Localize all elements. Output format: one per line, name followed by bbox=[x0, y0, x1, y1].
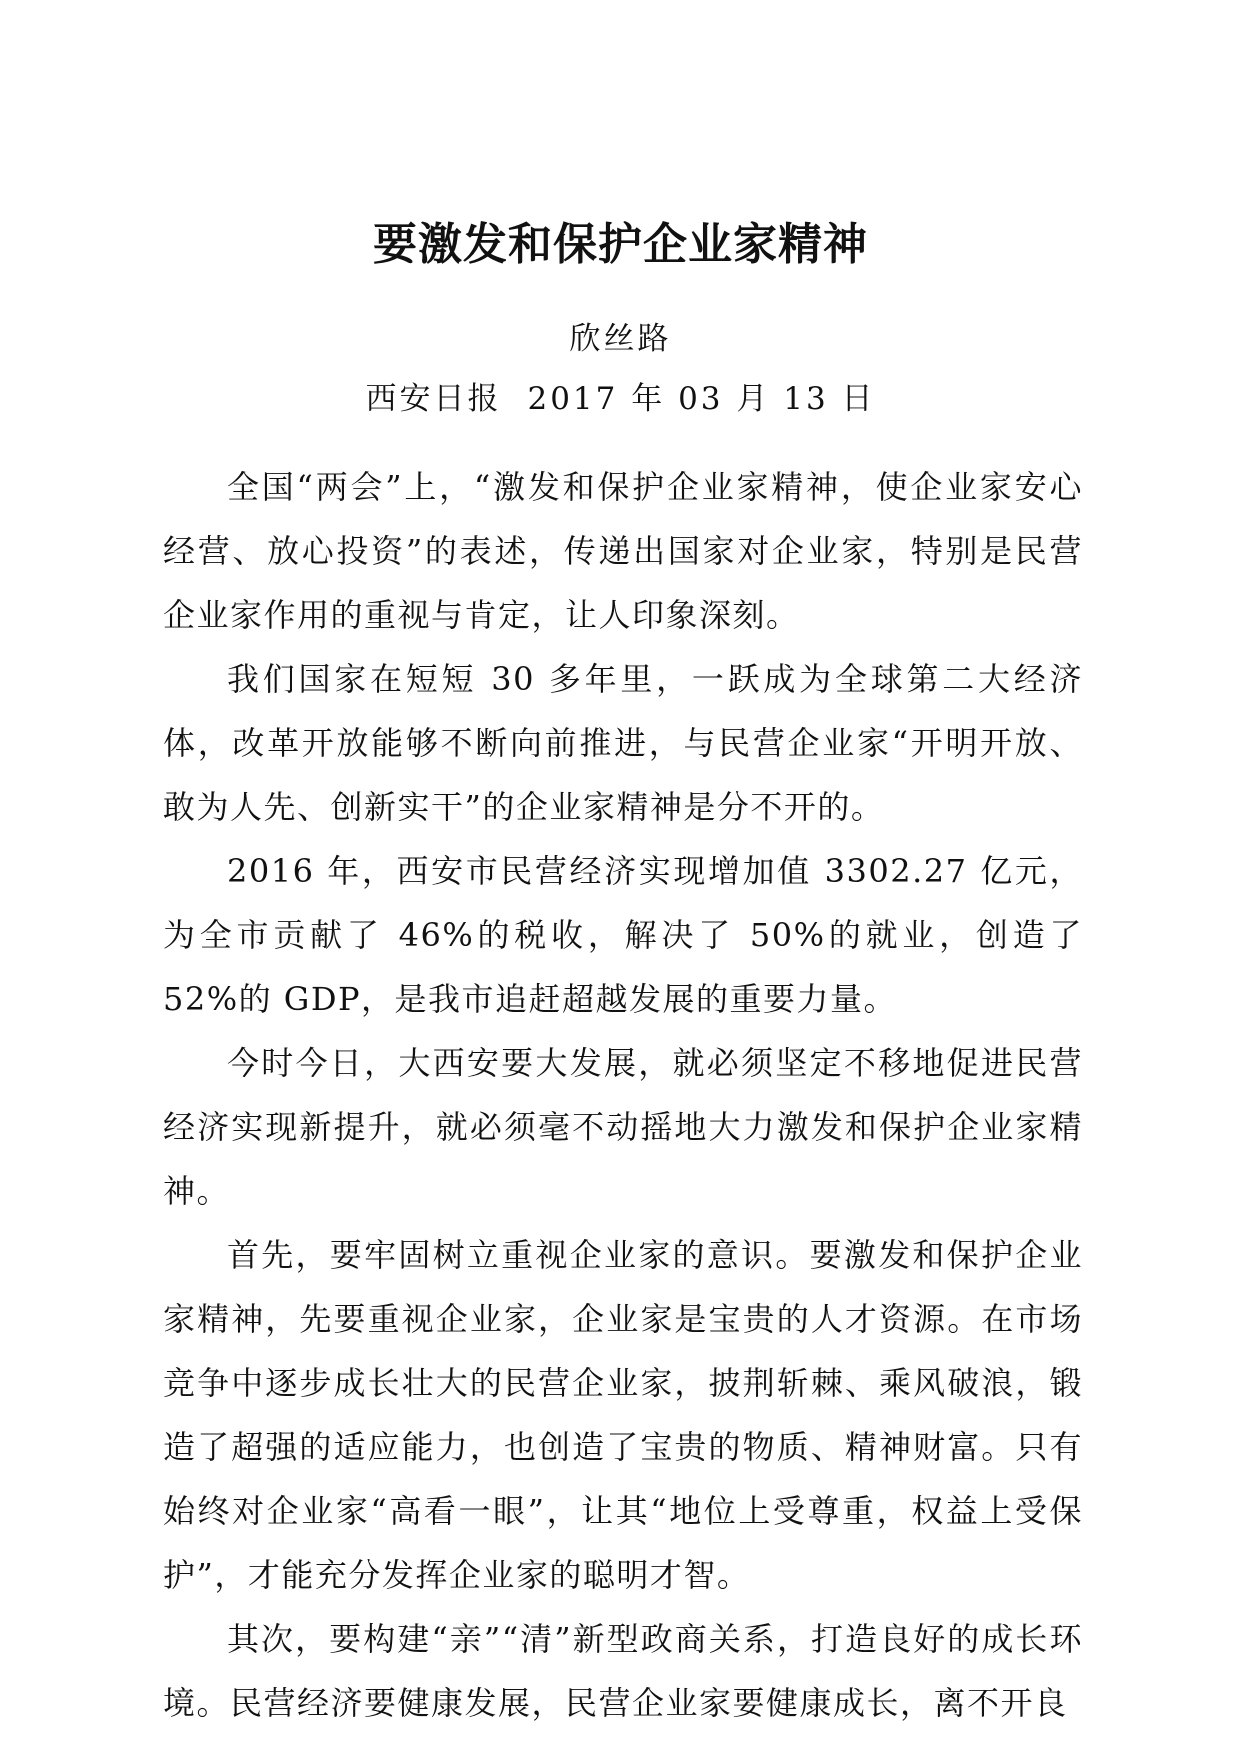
article-body bbox=[163, 455, 1083, 1735]
paragraph: 其次，要构建“亲”“清”新型政商关系，打造良好的成长环境。民营经济要健康发展，民营企业家要健康成长，离不开良 bbox=[163, 1620, 1083, 1722]
article-title: 要激发和保护企业家精神 bbox=[373, 219, 868, 270]
paragraph: 今时今日，大西安要大发展，就必须坚定不移地促进民营经济实现新提升，就必须毫不动摇地大力激发和保护企业家精神。 bbox=[163, 1044, 1083, 1210]
paragraph: 全国“两会”上，“激发和保护企业家精神，使企业家安心经营、放心投资”的表述，传递出国家对企业家，特别是民营企业家作用的重视与肯定，让人印象深刻。 bbox=[163, 468, 1083, 634]
paragraph: 我们国家在短短 30 多年里，一跃成为全球第二大经济体，改革开放能够不断向前推进，与民营企业家“开明开放、敢为人先、创新实干”的企业家精神是分不开的。 bbox=[163, 660, 1083, 826]
article-date: 2017 年 03 月 13 日 bbox=[527, 381, 876, 417]
paragraph: 首先，要牢固树立重视企业家的意识。要激发和保护企业家精神，先要重视企业家，企业家是宝贵的人才资源。在市场竞争中逐步成长壮大的民营企业家，披荆斩棘、乘风破浪，锻造了超强的适应能力，也创造了宝贵的物质、精神财富。只有始终对企业家“高看一眼”，让其“地位上受尊重，权益上受保护”，才能充分发挥企业家的聪明才智。 bbox=[163, 1236, 1083, 1594]
paragraph: 2016 年，西安市民营经济实现增加值 3302.27 亿元，为全市贡献了 46%的税收，解决了 50%的就业，创造了 52%的 GDP，是我市追赶超越发展的重要力量。 bbox=[163, 852, 1083, 1018]
article-source: 西安日报 bbox=[365, 381, 502, 417]
article-author: 欣丝路 bbox=[569, 321, 672, 357]
article-source-line bbox=[0, 378, 1241, 420]
